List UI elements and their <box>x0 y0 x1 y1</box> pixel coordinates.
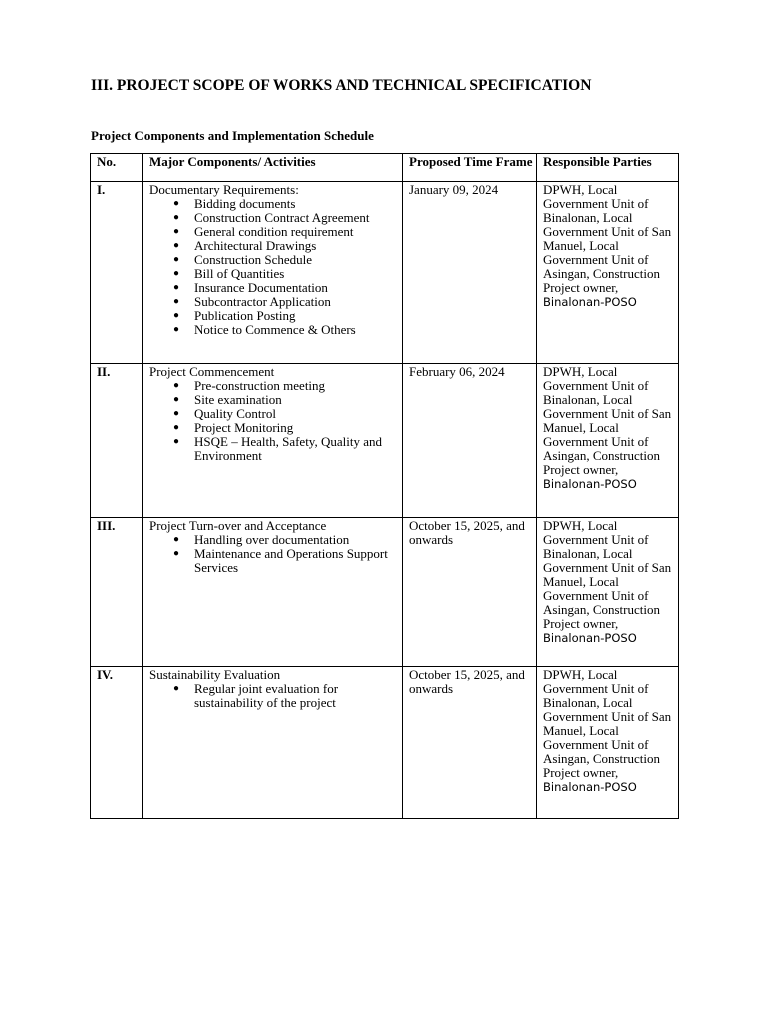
time-frame-cell: January 09, 2024 <box>403 182 537 364</box>
responsible-parties-text: DPWH, Local Government Unit of Binalonan, Local Government Unit of San Manuel, Local Government Unit of Asingan, Construction Project owner, <box>543 667 672 780</box>
bullet-icon: ● <box>173 226 180 237</box>
list-item-text: Maintenance and Operations Support Services <box>194 546 388 575</box>
section-heading: III. PROJECT SCOPE OF WORKS AND TECHNICAL SPECIFICATION <box>91 77 592 94</box>
bullet-icon: ● <box>173 198 180 209</box>
time-frame-cell: October 15, 2025, and onwards <box>403 518 537 667</box>
list-item-text: Site examination <box>194 392 282 407</box>
list-item-text: HSQE – Health, Safety, Quality and Environment <box>194 434 382 463</box>
activities-cell <box>143 182 403 364</box>
list-item <box>149 281 402 295</box>
bullet-icon: ● <box>173 296 180 307</box>
list-item-text: Project Monitoring <box>194 420 294 435</box>
list-item-text: Handling over documentation <box>194 532 350 547</box>
responsible-parties-cell <box>537 518 679 667</box>
row-number: IV. <box>91 667 143 819</box>
responsible-parties-cell <box>537 667 679 819</box>
bullet-icon: ● <box>173 268 180 279</box>
responsible-parties-text: DPWH, Local Government Unit of Binalonan, Local Government Unit of San Manuel, Local Government Unit of Asingan, Construction Project owner, <box>543 182 672 295</box>
activity-list <box>149 379 402 463</box>
bullet-icon: ● <box>173 436 180 447</box>
header-time-frame: Proposed Time Frame <box>403 154 537 182</box>
row-number: I. <box>91 182 143 364</box>
activity-title: Project Commencement <box>149 364 275 379</box>
responsible-parties-text: DPWH, Local Government Unit of Binalonan, Local Government Unit of San Manuel, Local Government Unit of Asingan, Construction Project owner, <box>543 364 672 477</box>
list-item <box>149 533 402 547</box>
time-frame-cell: February 06, 2024 <box>403 364 537 518</box>
bullet-icon: ● <box>173 548 180 559</box>
list-item <box>149 407 402 421</box>
table-row <box>91 182 679 364</box>
list-item <box>149 393 402 407</box>
responsible-parties-tail: Binalonan-POSO <box>543 631 637 645</box>
list-item <box>149 211 402 225</box>
time-frame-cell: October 15, 2025, and onwards <box>403 667 537 819</box>
list-item <box>149 267 402 281</box>
bullet-icon: ● <box>173 380 180 391</box>
activity-list <box>149 197 402 337</box>
list-item-text: Regular joint evaluation for sustainability of the project <box>194 681 339 710</box>
responsible-parties-tail: Binalonan-POSO <box>543 295 637 309</box>
responsible-parties-tail: Binalonan-POSO <box>543 477 637 491</box>
bullet-icon: ● <box>173 422 180 433</box>
list-item <box>149 323 402 337</box>
table-row <box>91 364 679 518</box>
activities-cell <box>143 518 403 667</box>
bullet-icon: ● <box>173 282 180 293</box>
list-item <box>149 197 402 211</box>
header-responsible-parties: Responsible Parties <box>537 154 679 182</box>
table-caption: Project Components and Implementation Schedule <box>91 128 374 143</box>
list-item-text: Quality Control <box>194 406 276 421</box>
row-number: III. <box>91 518 143 667</box>
list-item-text: Bill of Quantities <box>194 266 285 281</box>
list-item-text: Construction Contract Agreement <box>194 210 370 225</box>
list-item <box>149 435 402 463</box>
table-row <box>91 667 679 819</box>
list-item-text: Pre-construction meeting <box>194 378 326 393</box>
activities-cell <box>143 364 403 518</box>
list-item-text: Bidding documents <box>194 196 296 211</box>
bullet-icon: ● <box>173 240 180 251</box>
list-item <box>149 225 402 239</box>
row-number: II. <box>91 364 143 518</box>
list-item-text: Architectural Drawings <box>194 238 317 253</box>
bullet-icon: ● <box>173 408 180 419</box>
activities-cell <box>143 667 403 819</box>
list-item <box>149 309 402 323</box>
list-item-text: Notice to Commence & Others <box>194 322 356 337</box>
list-item <box>149 547 402 575</box>
activity-title: Sustainability Evaluation <box>149 667 281 682</box>
bullet-icon: ● <box>173 394 180 405</box>
table-header-row <box>91 154 679 182</box>
bullet-icon: ● <box>173 683 180 694</box>
list-item <box>149 379 402 393</box>
list-item <box>149 253 402 267</box>
bullet-icon: ● <box>173 212 180 223</box>
bullet-icon: ● <box>173 310 180 321</box>
responsible-parties-cell <box>537 364 679 518</box>
list-item-text: Publication Posting <box>194 308 296 323</box>
activity-list <box>149 533 402 575</box>
activity-list <box>149 682 402 710</box>
implementation-schedule-table <box>90 153 679 819</box>
list-item <box>149 682 402 710</box>
header-activities: Major Components/ Activities <box>143 154 403 182</box>
responsible-parties-text: DPWH, Local Government Unit of Binalonan, Local Government Unit of San Manuel, Local Government Unit of Asingan, Construction Project owner, <box>543 518 672 631</box>
responsible-parties-cell <box>537 182 679 364</box>
list-item <box>149 421 402 435</box>
list-item-text: Subcontractor Application <box>194 294 331 309</box>
bullet-icon: ● <box>173 534 180 545</box>
bullet-icon: ● <box>173 254 180 265</box>
header-no: No. <box>91 154 143 182</box>
activity-title: Documentary Requirements: <box>149 182 299 197</box>
list-item <box>149 239 402 253</box>
list-item <box>149 295 402 309</box>
responsible-parties-tail: Binalonan-POSO <box>543 780 637 794</box>
list-item-text: Construction Schedule <box>194 252 313 267</box>
table-row <box>91 518 679 667</box>
list-item-text: Insurance Documentation <box>194 280 328 295</box>
activity-title: Project Turn-over and Acceptance <box>149 518 327 533</box>
list-item-text: General condition requirement <box>194 224 354 239</box>
bullet-icon: ● <box>173 324 180 335</box>
